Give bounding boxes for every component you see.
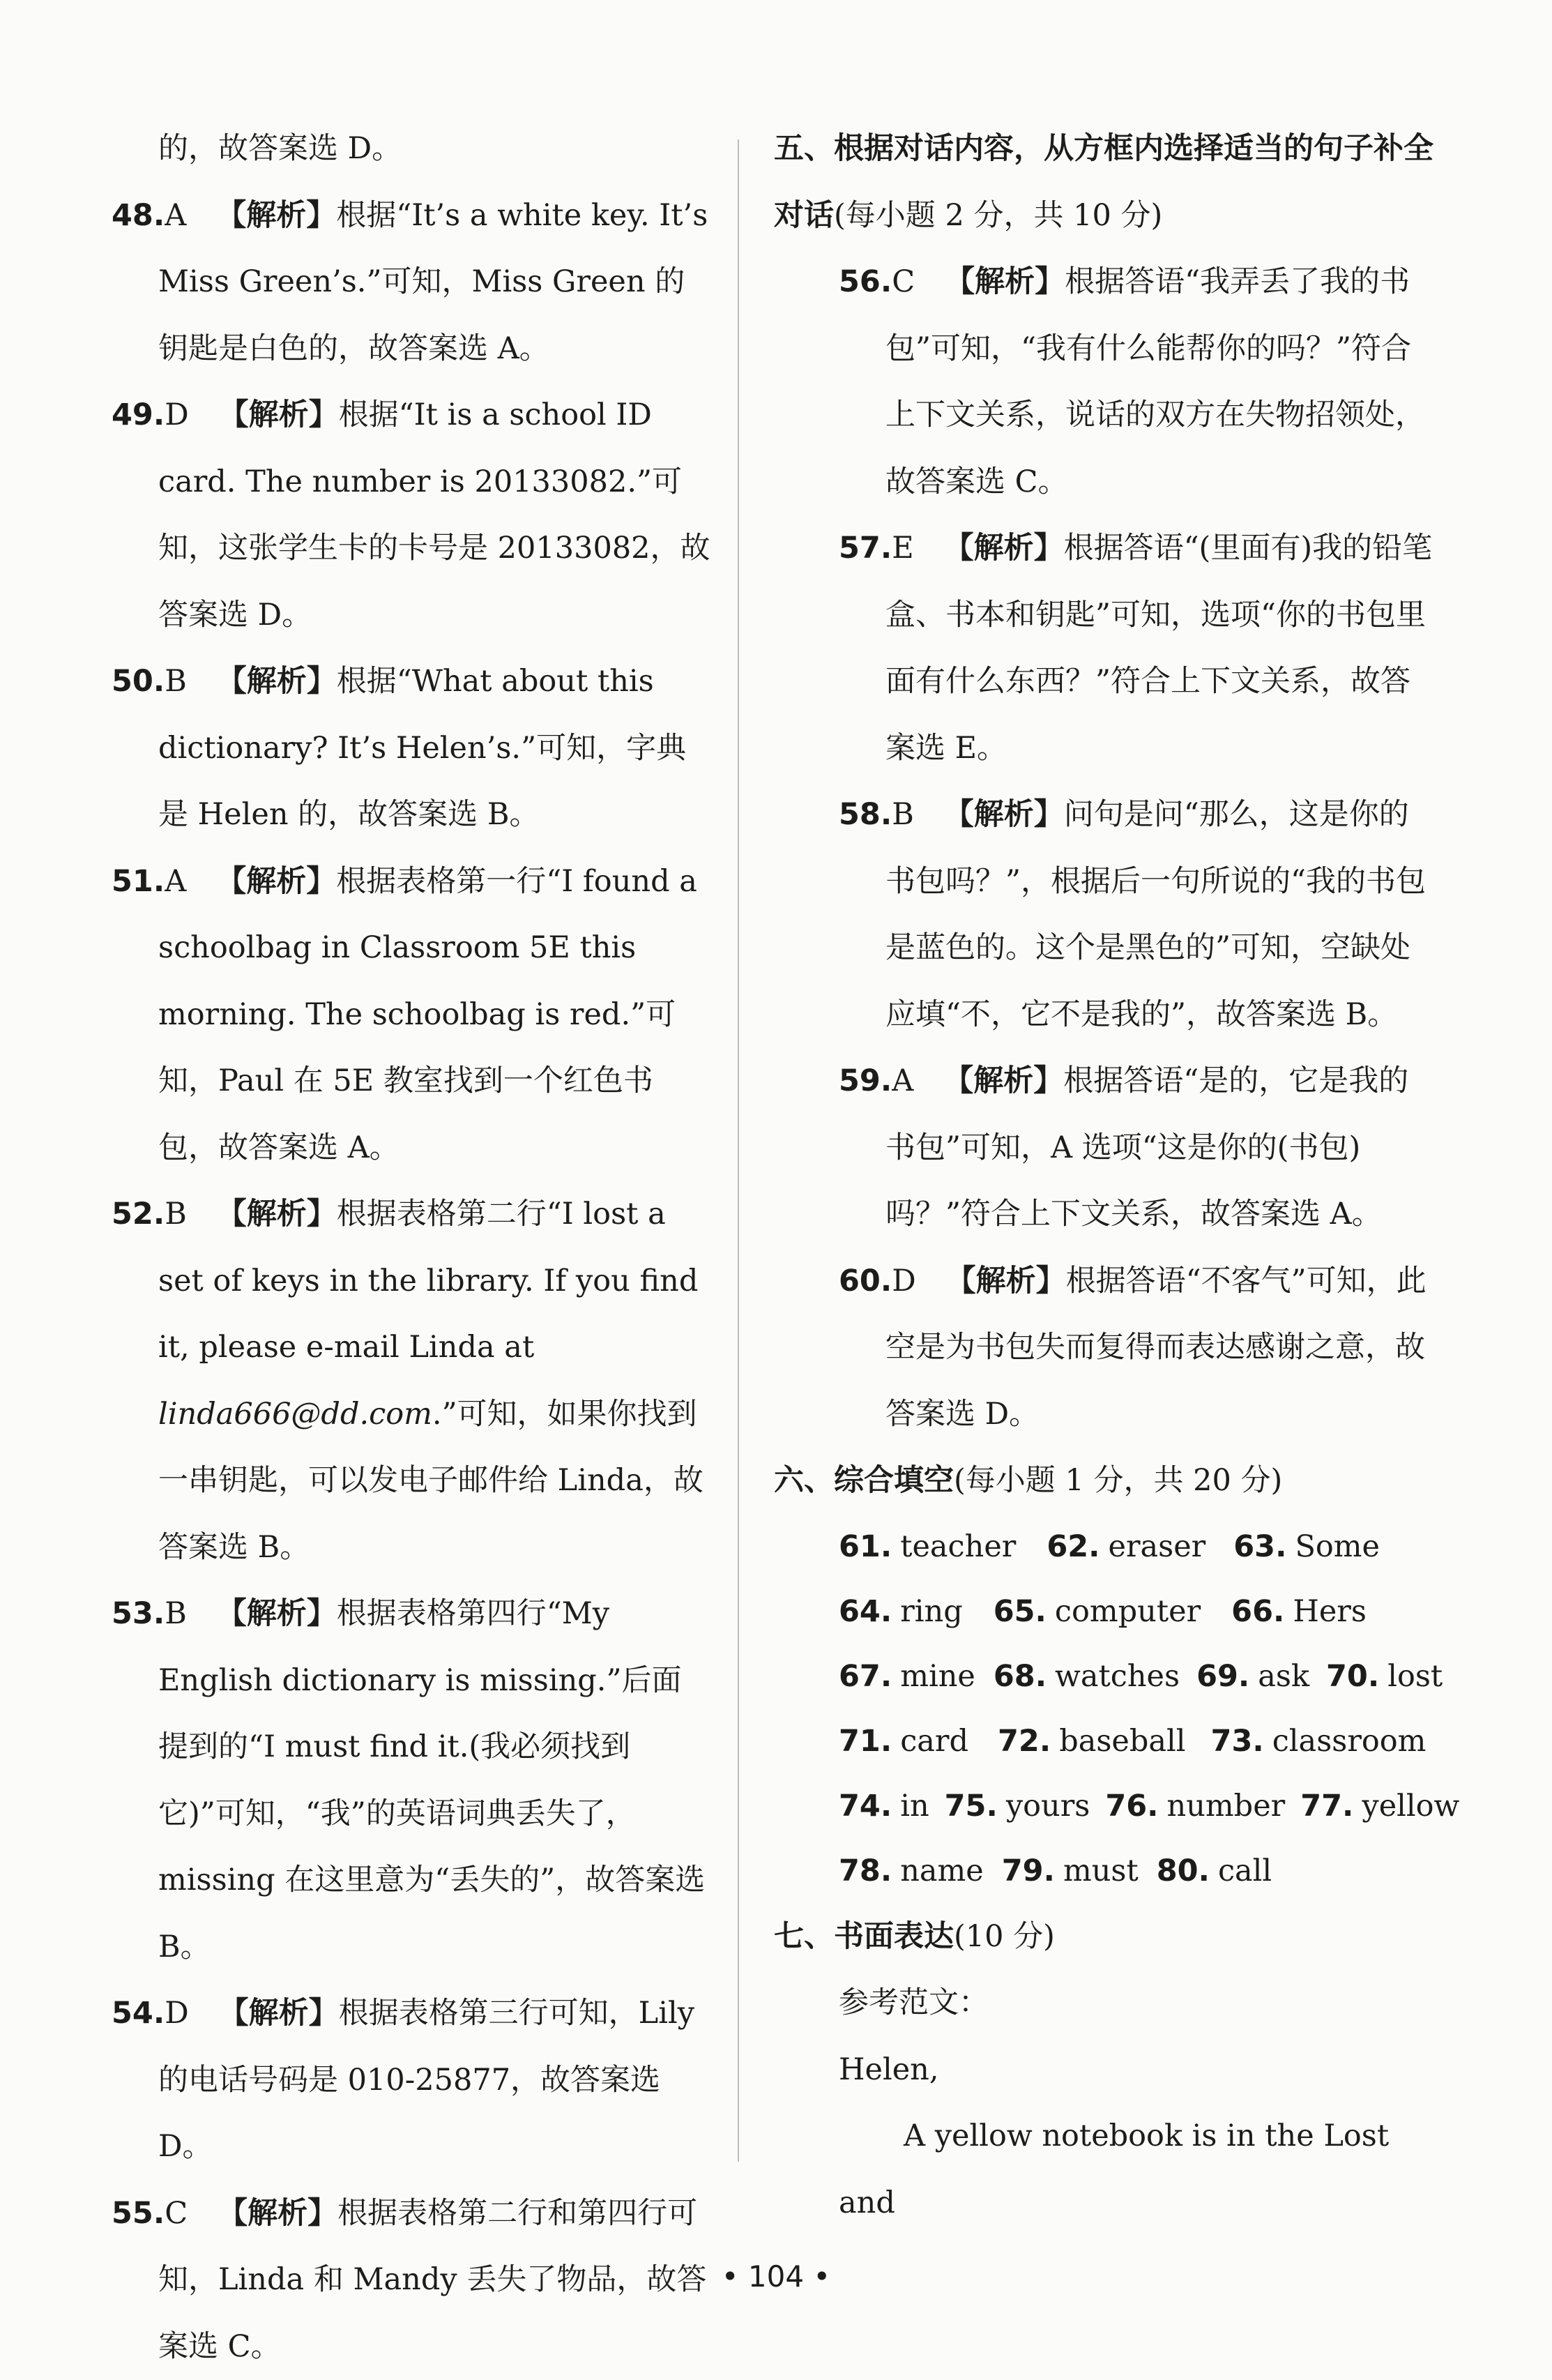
answer-letter: D bbox=[892, 1264, 915, 1298]
answer-letter: D bbox=[165, 1996, 188, 2031]
answer-item bbox=[112, 849, 711, 1182]
blank-answer bbox=[1002, 1854, 1139, 1888]
explanation-text: 根据答语“不客气”可知，此空是为书包失而复得而表达感谢之意，故答案选 D。 bbox=[885, 1264, 1427, 1432]
question-number: 78. bbox=[839, 1854, 892, 1888]
question-number: 76. bbox=[1105, 1789, 1158, 1824]
blank-answer bbox=[945, 1789, 1090, 1824]
blank-answer bbox=[1196, 1659, 1309, 1694]
explanation-text: 问句是问“那么，这是你的书包吗？”，根据后一句所说的“我的书包是蓝色的。这个是黑色的”可知，空缺处应填“不，它不是我的”，故答案选 B。 bbox=[885, 797, 1426, 1032]
blank-answer bbox=[1231, 1594, 1367, 1629]
question-number: 66. bbox=[1231, 1594, 1284, 1629]
answer-word: name bbox=[900, 1854, 984, 1888]
section-6-heading bbox=[774, 1448, 1436, 1515]
answer-row bbox=[839, 1839, 1436, 1904]
explanation-text: 根据表格第四行“My English dictionary is missing.”后面提到的“I must find it.(我必须找到它)”可知，“我”的英语词典丢失了，missing 在这里意为“丢失的”，故答案选 B。 bbox=[158, 1596, 705, 1964]
question-number: 67. bbox=[839, 1659, 892, 1694]
blank-answer bbox=[1105, 1789, 1285, 1824]
blank-answer bbox=[1233, 1529, 1380, 1564]
question-number: 56. bbox=[839, 264, 892, 299]
section-5-note: (每小题 2 分，共 10 分) bbox=[834, 198, 1162, 233]
answer-item bbox=[839, 782, 1436, 1048]
analysis-tag: 【解析】 bbox=[217, 1197, 337, 1231]
explanation-text: 的，故答案选 D。 bbox=[158, 131, 402, 166]
explanation-text: 根据表格第一行“I found a schoolbag in Classroom 5E this morning. The schoolbag is red.”可知，Paul 在 5E 教室找到一个红色书包，故答案选 A。 bbox=[158, 864, 697, 1165]
question-number: 75. bbox=[945, 1789, 998, 1824]
analysis-tag: 【解析】 bbox=[219, 1996, 339, 2031]
question-number: 57. bbox=[839, 531, 892, 566]
question-number: 70. bbox=[1326, 1659, 1379, 1694]
section-7-note: (10 分) bbox=[954, 1919, 1055, 1954]
question-number: 62. bbox=[1047, 1529, 1100, 1564]
answer-letter: B bbox=[892, 797, 914, 832]
answer-letter: D bbox=[165, 397, 188, 432]
answer-row bbox=[839, 1579, 1436, 1644]
question-number: 52. bbox=[112, 1197, 165, 1231]
answer-word: must bbox=[1063, 1854, 1139, 1888]
answer-item bbox=[839, 1248, 1436, 1448]
left-column bbox=[112, 116, 711, 2380]
question-number: 73. bbox=[1211, 1724, 1264, 1759]
section-5-heading bbox=[774, 116, 1436, 249]
answer-item bbox=[112, 649, 711, 849]
fill-in-answers bbox=[839, 1515, 1436, 1904]
blank-answer bbox=[1300, 1789, 1459, 1824]
answer-item bbox=[839, 249, 1436, 515]
answer-word: number bbox=[1167, 1789, 1286, 1824]
blank-answer bbox=[839, 1789, 929, 1824]
analysis-tag: 【解析】 bbox=[217, 664, 337, 699]
answer-item bbox=[112, 1181, 711, 1581]
answer-letter: C bbox=[165, 2196, 188, 2231]
question-number: 68. bbox=[994, 1659, 1047, 1694]
blank-answer bbox=[839, 1724, 968, 1759]
question-number: 79. bbox=[1002, 1854, 1055, 1888]
answer-item bbox=[839, 1048, 1436, 1248]
answer-word: classroom bbox=[1272, 1724, 1427, 1759]
question-number: 63. bbox=[1233, 1529, 1286, 1564]
analysis-tag: 【解析】 bbox=[946, 1264, 1066, 1298]
answer-letter: B bbox=[165, 1197, 187, 1231]
question-number: 55. bbox=[112, 2196, 165, 2231]
explanation-text: 根据表格第二行“I lost a set of keys in the library. If you find it, please e-mail Linda at bbox=[158, 1197, 698, 1365]
blank-answer bbox=[994, 1594, 1201, 1629]
answer-word: lost bbox=[1387, 1659, 1443, 1694]
answer-letter: C bbox=[892, 264, 915, 299]
answer-row bbox=[839, 1774, 1436, 1839]
blank-answer bbox=[1211, 1724, 1427, 1759]
explanation-text: 根据答语“(里面有)我的铅笔盒、书本和钥匙”可知，选项“你的书包里面有什么东西？”符合上下文关系，故答案选 E。 bbox=[885, 531, 1432, 766]
answer-letter: B bbox=[165, 664, 187, 699]
answer-letter: B bbox=[165, 1596, 187, 1631]
answer-row bbox=[839, 1515, 1436, 1579]
answer-word: yours bbox=[1006, 1789, 1090, 1824]
question-number: 49. bbox=[112, 397, 165, 432]
explanation-text: 根据“It is a school ID card. The number is 20133082.”可知，这张学生卡的卡号是 20133082，故答案选 D。 bbox=[158, 397, 710, 632]
sample-essay-label: 参考范文： bbox=[839, 1970, 1436, 2037]
answer-word: ask bbox=[1258, 1659, 1309, 1694]
analysis-tag: 【解析】 bbox=[216, 864, 336, 899]
question-number: 71. bbox=[839, 1724, 892, 1759]
question-number: 74. bbox=[839, 1789, 892, 1824]
analysis-tag: 【解析】 bbox=[216, 198, 336, 233]
explanation-text: 根据“It’s a white key. It’s Miss Green’s.”可知，Miss Green 的钥匙是白色的，故答案选 A。 bbox=[158, 198, 708, 366]
section-6-title: 六、综合填空 bbox=[774, 1463, 954, 1498]
answer-word: ring bbox=[900, 1594, 963, 1629]
blank-answer bbox=[998, 1724, 1186, 1759]
answer-word: watches bbox=[1055, 1659, 1180, 1694]
question-number: 80. bbox=[1157, 1854, 1210, 1888]
question-number: 65. bbox=[994, 1594, 1047, 1629]
answer-letter: A bbox=[165, 864, 186, 899]
answer-item bbox=[112, 382, 711, 649]
email-address: linda666@dd.com bbox=[158, 1397, 432, 1432]
analysis-tag: 【解析】 bbox=[219, 397, 339, 432]
explanation-text: 根据答语“是的，它是我的书包”可知，A 选项“这是你的(书包)吗？”符合上下文关系，故答案选 A。 bbox=[885, 1063, 1408, 1231]
answer-word: baseball bbox=[1059, 1724, 1185, 1759]
answer-letter: A bbox=[892, 1063, 913, 1098]
answer-row bbox=[839, 1709, 1436, 1774]
question-number: 48. bbox=[112, 198, 165, 233]
explanation-text: 根据表格第三行可知，Lily 的电话号码是 010-25877，故答案选 D。 bbox=[158, 1996, 694, 2164]
blank-answer bbox=[994, 1659, 1180, 1694]
explanation-text: 根据答语“我弄丢了我的书包”可知，“我有什么能帮你的吗？”符合上下文关系，说话的双方在失物招领处，故答案选 C。 bbox=[885, 264, 1425, 499]
answer-item bbox=[839, 515, 1436, 782]
question-number: 51. bbox=[112, 864, 165, 899]
blank-answer bbox=[839, 1659, 975, 1694]
analysis-tag: 【解析】 bbox=[944, 531, 1064, 566]
question-number: 54. bbox=[112, 1996, 165, 2031]
answer-letter: E bbox=[892, 531, 913, 566]
answer-word: call bbox=[1218, 1854, 1272, 1888]
page-number: • 104 • bbox=[0, 2259, 1552, 2294]
explanation-text: 根据表格第二行和第四行可知，Linda 和 Mandy 丢失了物品，故答案选 C。 bbox=[158, 2196, 706, 2364]
answer-word: eraser bbox=[1109, 1529, 1206, 1564]
blank-answer bbox=[1157, 1854, 1272, 1888]
blank-answer bbox=[1047, 1529, 1205, 1564]
column-divider bbox=[738, 139, 739, 2162]
answer-word: Some bbox=[1295, 1529, 1380, 1564]
analysis-tag: 【解析】 bbox=[943, 1063, 1063, 1098]
explanation-text: 根据“What about this dictionary? It’s Helen’s.”可知，字典是 Helen 的，故答案选 B。 bbox=[158, 664, 686, 832]
answer-word: yellow bbox=[1362, 1789, 1459, 1824]
question-number: 60. bbox=[839, 1264, 892, 1298]
section-7-title: 七、书面表达 bbox=[774, 1919, 954, 1954]
right-column bbox=[774, 116, 1436, 2236]
answer-word: in bbox=[900, 1789, 929, 1824]
answer-word: mine bbox=[900, 1659, 975, 1694]
question-number: 53. bbox=[112, 1596, 165, 1631]
answer-item bbox=[112, 1581, 711, 1980]
answer-row bbox=[839, 1644, 1436, 1709]
answer-word: Hers bbox=[1293, 1594, 1367, 1629]
essay-first-line: A yellow notebook is in the Lost and bbox=[839, 2103, 1436, 2236]
answer-item bbox=[112, 116, 711, 183]
question-number: 72. bbox=[998, 1724, 1051, 1759]
blank-answer bbox=[839, 1854, 984, 1888]
blank-answer bbox=[839, 1529, 1016, 1564]
answer-letter: A bbox=[165, 198, 186, 233]
question-number: 61. bbox=[839, 1529, 892, 1564]
section-7-heading bbox=[774, 1904, 1436, 1971]
answer-word: teacher bbox=[900, 1529, 1016, 1564]
section-5-title: 五、根据对话内容，从方框内选择适当的句子补全对话 bbox=[774, 131, 1433, 233]
question-number: 58. bbox=[839, 797, 892, 832]
analysis-tag: 【解析】 bbox=[217, 1596, 337, 1631]
question-number: 77. bbox=[1300, 1789, 1353, 1824]
question-number: 69. bbox=[1196, 1659, 1249, 1694]
section-6-note: (每小题 1 分，共 20 分) bbox=[954, 1463, 1282, 1498]
analysis-tag: 【解析】 bbox=[944, 797, 1064, 832]
answer-word: card bbox=[900, 1724, 968, 1759]
essay-greeting: Helen, bbox=[839, 2037, 1436, 2104]
question-number: 64. bbox=[839, 1594, 892, 1629]
answer-word: computer bbox=[1055, 1594, 1201, 1629]
analysis-tag: 【解析】 bbox=[945, 264, 1065, 299]
answer-item bbox=[112, 1980, 711, 2181]
analysis-tag: 【解析】 bbox=[218, 2196, 337, 2231]
question-number: 59. bbox=[839, 1063, 892, 1098]
explanation-text: .”可知，如果你找到一串钥匙，可以发电子邮件给 Linda，故答案选 B。 bbox=[158, 1397, 703, 1565]
right-answer-list bbox=[774, 249, 1436, 1448]
blank-answer bbox=[1326, 1659, 1443, 1694]
question-number: 50. bbox=[112, 664, 165, 699]
blank-answer bbox=[839, 1594, 963, 1629]
answer-item bbox=[112, 183, 711, 383]
